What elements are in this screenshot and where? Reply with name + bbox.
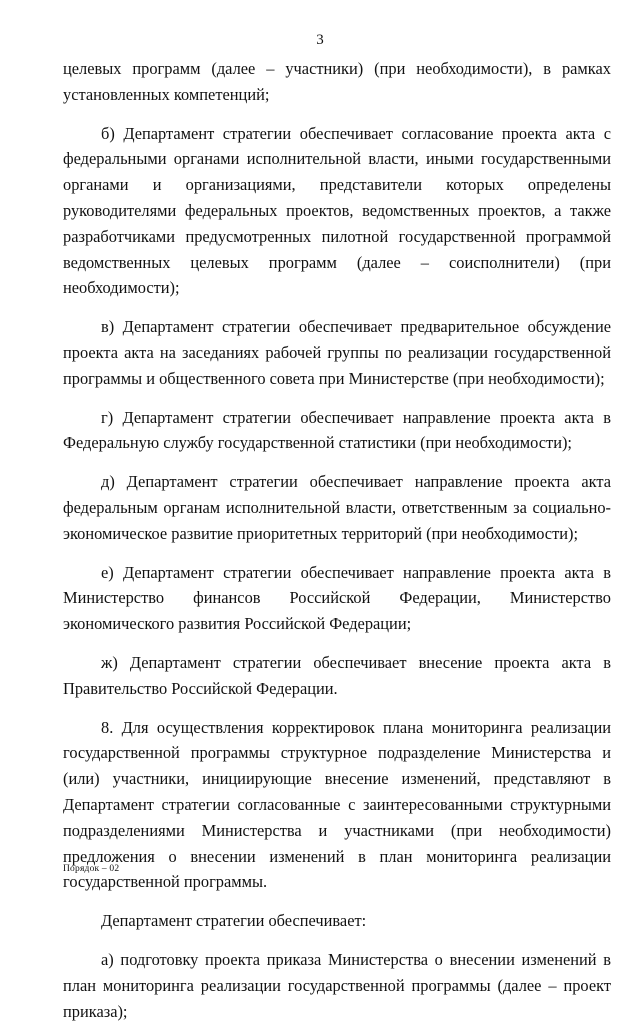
document-body — [63, 56, 611, 1024]
paragraph-section-8: 8. Для осуществления корректировок плана мониторинга реализации государственной программы структурное подразделение Министерства и (или) участники, инициирующие внесение изменений, представляют в Департамент стратегии согласованные с заинтересованными структурными подразделениями Министерства и участниками (при необходимости) предложения о внесении изменений в план мониторинга реализации государственной программы. — [63, 717, 611, 892]
paragraph-item-g: г) Департамент стратегии обеспечивает направление проекта акта в Федеральную службу государственной статистики (при необходимости); — [63, 407, 611, 453]
page-footer: Порядок – 02 — [63, 864, 120, 874]
paragraph-item-zh: ж) Департамент стратегии обеспечивает внесение проекта акта в Правительство Российской Федерации. — [63, 652, 611, 698]
paragraph-item-a: а) подготовку проекта приказа Министерства о внесении изменений в план мониторинга реализации государственной программы (далее – проект приказа); — [63, 949, 611, 1021]
paragraph-continuation: целевых программ (далее – участники) (при необходимости), в рамках установленных компетенций; — [63, 59, 611, 104]
paragraph-item-b: б) Департамент стратегии обеспечивает согласование проекта акта с федеральными органами исполнительной власти, иными государственными органами и организациями, представители которых определены руководителями федеральных проектов, ведомственных проектов, а также разработчиками предусмотренных пилотной государственной программой ведомственных целевых программ (далее – соисполнители) (при необходимости); — [63, 123, 611, 298]
page-number: 3 — [316, 32, 324, 48]
paragraph-item-d: д) Департамент стратегии обеспечивает направление проекта акта федеральным органам исполнительной власти, ответственным за социально-экономическое развитие приоритетных территорий (при необходимости); — [63, 472, 611, 543]
paragraph-item-v: в) Департамент стратегии обеспечивает предварительное обсуждение проекта акта на заседаниях рабочей группы по реализации государственной программы и общественного совета при Министерстве (при необходимости); — [63, 317, 611, 388]
paragraph-item-e: е) Департамент стратегии обеспечивает направление проекта акта в Министерство финансов Российской Федерации, Министерство экономического развития Российской Федерации; — [63, 562, 611, 634]
paragraph-department-provides: Департамент стратегии обеспечивает: — [101, 911, 367, 931]
